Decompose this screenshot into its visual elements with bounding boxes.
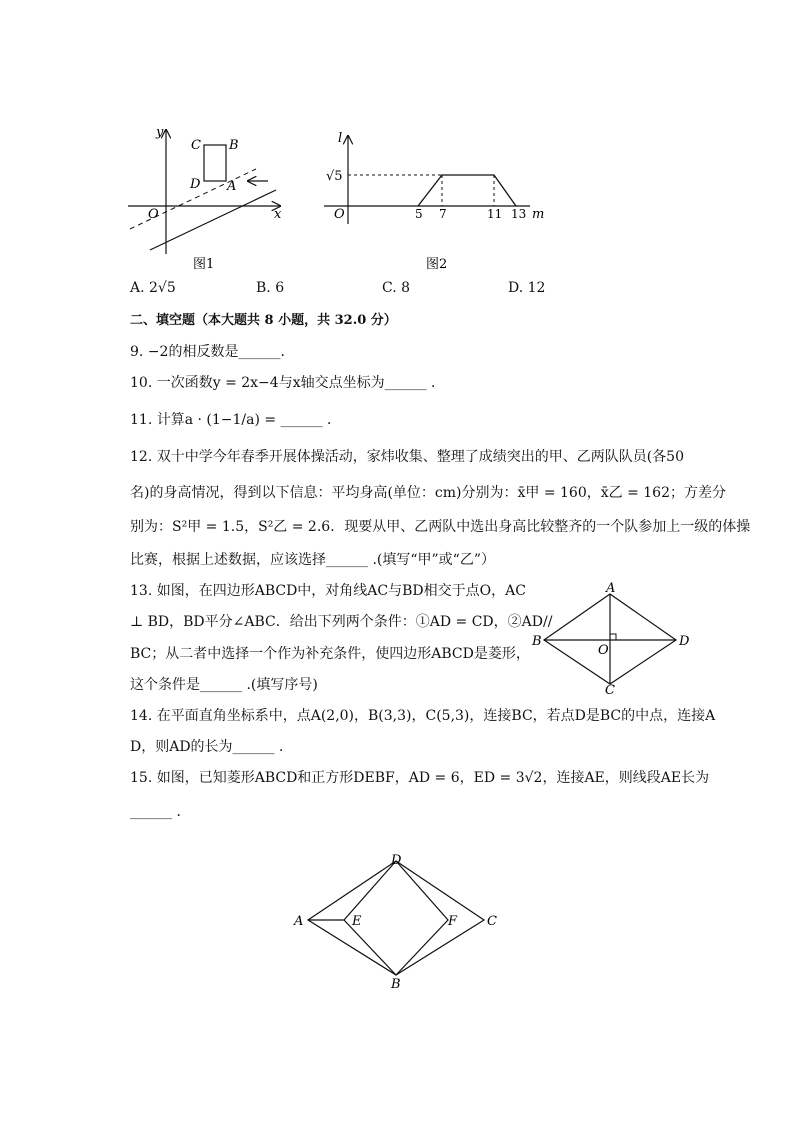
rhombus-abcd-15 [308,861,484,975]
option-a: A. 2√5 [130,280,176,296]
question-12-line4: 比赛，根据上述数据，应该选择______ .(填写“甲”或“乙”） [130,552,495,568]
tick-13: 13 [511,207,527,221]
label-a15: A [294,914,304,929]
tick-7: 7 [439,207,447,221]
question-12-line3: 别为：S²甲 = 1.5，S²乙 = 2.6．现要从甲、乙两队中选出身高比较整齐的一个队参加上一级的体操 [130,519,751,535]
label-a: A [227,179,237,194]
rectangle-abcd [204,145,226,181]
label-x: x [274,207,282,222]
label-d15: D [391,853,402,868]
label-a13: A [606,582,616,596]
question-14-line2: D，则AD的长为______ ． [130,739,294,755]
label-c: C [191,138,201,153]
right-angle-mark [610,634,616,640]
question-12-line2: 名)的身高情况，得到以下信息：平均身高(单位：cm)分别为：x̄甲 = 160，x̄乙 = 162；方差分 [130,485,726,501]
label-l: l [338,131,343,146]
option-d: D. 12 [508,280,546,296]
figure-2 [320,128,550,278]
label-b: B [229,138,239,153]
figure-13 [528,582,698,696]
section-heading: 二、填空题（本大题共 8 小题，共 32.0 分） [130,313,397,328]
label-o13: O [598,643,609,658]
label-c15: C [487,914,497,929]
label-o2: O [334,207,345,222]
solid-line [150,190,276,250]
label-d: D [190,177,201,192]
label-f15: F [448,914,458,929]
tick-5: 5 [415,207,423,221]
question-13-line3: BC；从二者中选择一个作为补充条件，使四边形ABCD是菱形， [130,646,530,662]
question-9: 9. −2的相反数是______． [130,344,295,360]
tick-11: 11 [487,207,503,221]
figure-15 [286,850,506,992]
label-e15: E [352,914,362,929]
label-y: y [156,125,164,140]
question-14-line1: 14. 在平面直角坐标系中，点A(2,0)，B(3,3)，C(5,3)，连接BC，若点D是BC的中点，连接A [130,708,716,724]
caption-fig2: 图2 [426,257,448,272]
question-15-line2: ______ ． [130,804,191,820]
option-b: B. 6 [256,280,285,296]
caption-fig1: 图1 [193,257,215,272]
label-root5: √5 [326,169,343,184]
question-15-line1: 15. 如图，已知菱形ABCD和正方形DEBF，AD = 6，ED = 3√2，连接AE，则线段AE长为 [130,770,710,786]
label-o: O [148,207,159,222]
label-b15: B [391,977,401,992]
label-c13: C [605,683,615,696]
question-10: 10. 一次函数y = 2x−4与x轴交点坐标为______ ． [130,375,446,391]
question-12-line1: 12. 双十中学今年春季开展体操活动，家炜收集、整理了成绩突出的甲、乙两队队员(各50 [130,449,684,465]
question-11: 11. 计算a · (1−1/a) = ______ ． [130,412,342,428]
label-b13: B [532,634,542,649]
graph-line [418,175,516,206]
question-13-line4: 这个条件是______ .(填写序号) [130,677,318,693]
question-13-line1: 13. 如图，在四边形ABCD中，对角线AC与BD相交于点O，AC [130,583,526,599]
label-m: m [532,207,545,222]
option-c: C. 8 [382,280,411,296]
label-d13: D [679,634,690,649]
figure-1 [120,122,290,277]
question-13-line2: ⊥ BD，BD平分∠ABC．给出下列两个条件：①AD = CD，②AD// [130,614,553,630]
